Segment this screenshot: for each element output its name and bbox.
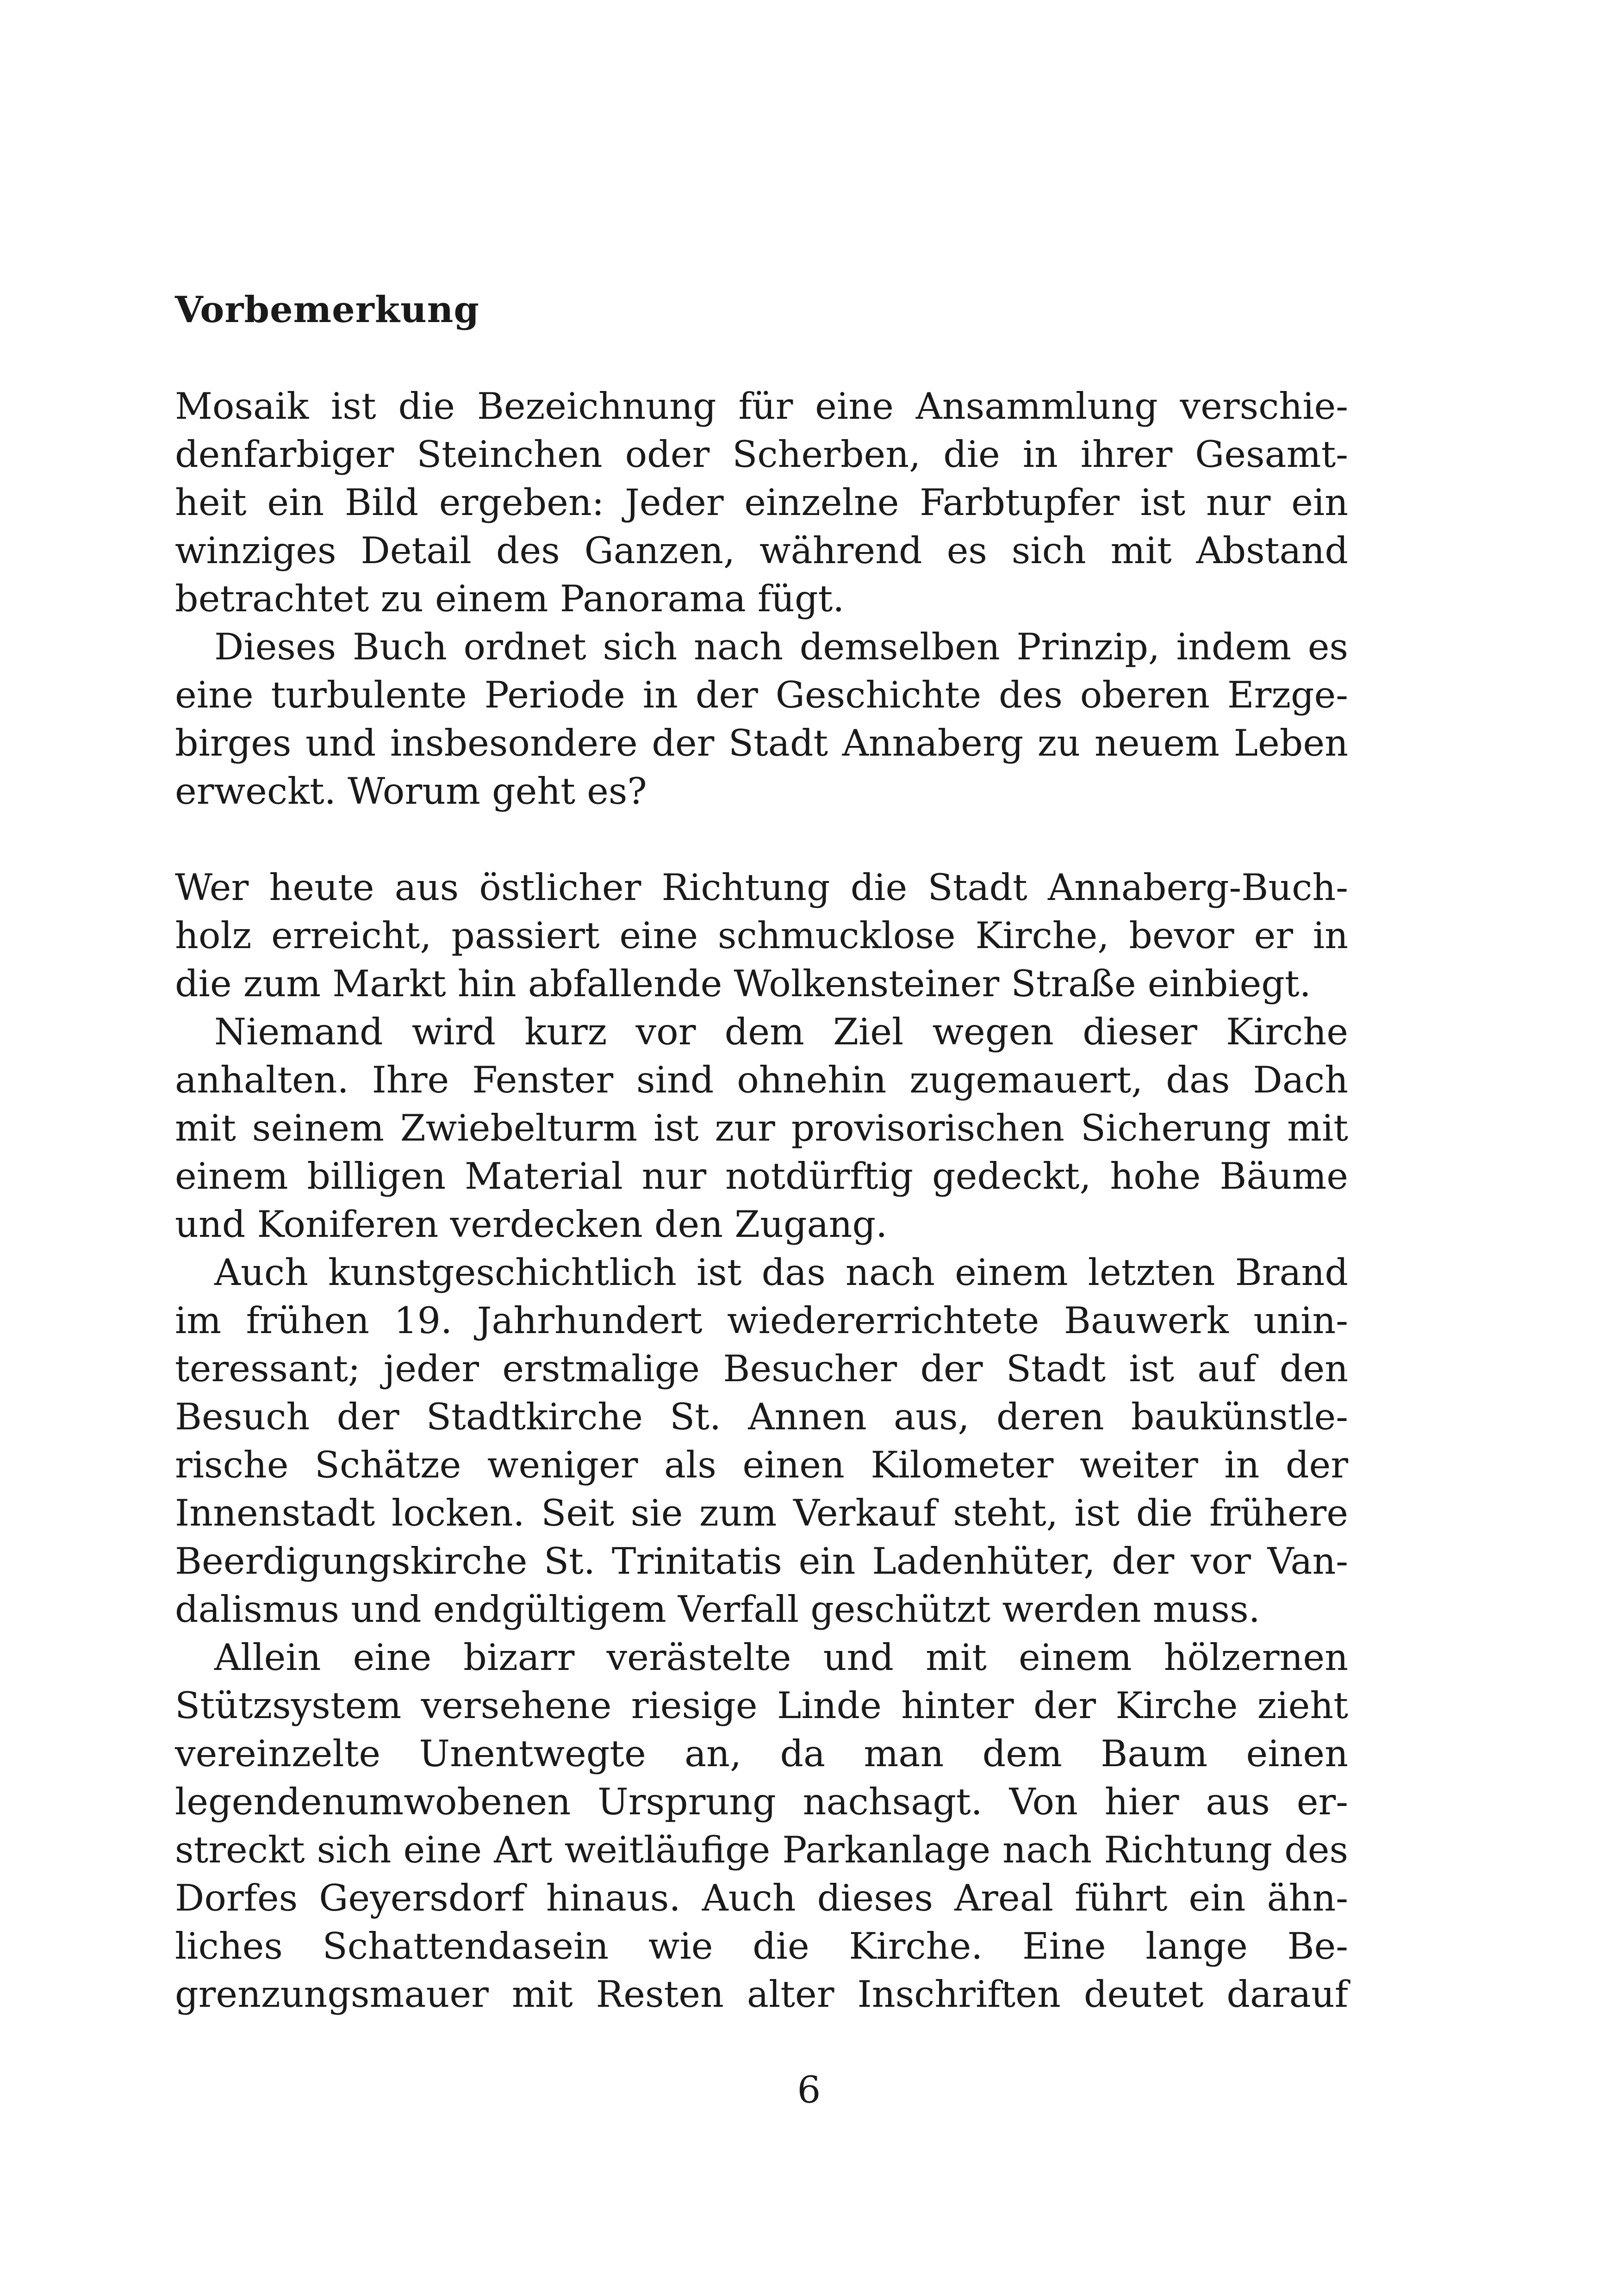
- text-line: einem billigen Material nur notdürftig gedeckt, hohe Bäume: [175, 1155, 1348, 1198]
- text-line: streckt sich eine Art weitläufige Parkanlage nach Richtung des: [175, 1829, 1348, 1871]
- text-line: im frühen 19. Jahrhundert wiedererrichtete Bauwerk unin-: [175, 1299, 1348, 1342]
- text-line: Stützsystem versehene riesige Linde hinter der Kirche zieht: [175, 1684, 1348, 1727]
- text-line: betrachtet zu einem Panorama fügt.: [175, 577, 845, 620]
- paragraph-4: [175, 1008, 1348, 1248]
- text-line: winziges Detail des Ganzen, während es sich mit Abstand: [175, 529, 1348, 572]
- section-heading: Vorbemerkung: [175, 289, 479, 331]
- text-line: Dieses Buch ordnet sich nach demselben Prinzip, indem es: [214, 626, 1348, 668]
- text-line: Mosaik ist die Bezeichnung für eine Ansammlung verschie-: [175, 385, 1348, 428]
- text-line: eine turbulente Periode in der Geschichte des oberen Erzge-: [175, 674, 1348, 716]
- text-line: birges und insbesondere der Stadt Annaberg zu neuem Leben: [175, 722, 1348, 764]
- text-line: vereinzelte Unentwegte an, da man dem Baum einen: [175, 1732, 1348, 1775]
- text-line: Innenstadt locken. Seit sie zum Verkauf steht, ist die frühere: [175, 1492, 1348, 1534]
- paragraph-1: [175, 382, 1348, 623]
- text-line: teressant; jeder erstmalige Besucher der Stadt ist auf den: [175, 1347, 1348, 1390]
- text-line: mit seinem Zwiebelturm ist zur provisorischen Sicherung mit: [175, 1107, 1348, 1149]
- text-line: denfarbiger Steinchen oder Scherben, die in ihrer Gesamt-: [175, 433, 1348, 476]
- page-number: 6: [797, 2068, 821, 2111]
- text-line: und Koniferen verdecken den Zugang.: [175, 1203, 888, 1246]
- text-line: grenzungsmauer mit Resten alter Inschriften deutet darauf: [175, 1973, 1348, 2016]
- text-line: Allein eine bizarr verästelte und mit einem hölzernen: [214, 1636, 1348, 1679]
- text-line: legendenumwobenen Ursprung nachsagt. Von hier aus er-: [175, 1781, 1348, 1823]
- text-line: die zum Markt hin abfallende Wolkensteiner Straße einbiegt.: [175, 962, 1311, 1005]
- text-line: Wer heute aus östlicher Richtung die Stadt Annaberg-Buch-: [175, 866, 1348, 909]
- text-line: heit ein Bild ergeben: Jeder einzelne Farbtupfer ist nur ein: [175, 481, 1348, 524]
- text-line: Auch kunstgeschichtlich ist das nach einem letzten Brand: [214, 1251, 1348, 1294]
- text-line: dalismus und endgültigem Verfall geschützt werden muss.: [175, 1588, 1260, 1631]
- paragraph-6: [175, 1633, 1348, 2018]
- paragraph-5: [175, 1248, 1348, 1633]
- text-line: anhalten. Ihre Fenster sind ohnehin zugemauert, das Dach: [175, 1059, 1348, 1101]
- text-line: Besuch der Stadtkirche St. Annen aus, deren baukünstle-: [175, 1396, 1348, 1438]
- paragraph-2: [175, 623, 1348, 815]
- text-line: Beerdigungskirche St. Trinitatis ein Ladenhüter, der vor Van-: [175, 1540, 1348, 1582]
- text-line: Niemand wird kurz vor dem Ziel wegen dieser Kirche: [214, 1011, 1348, 1053]
- text-line: liches Schattendasein wie die Kirche. Eine lange Be-: [175, 1925, 1348, 1967]
- text-line: Dorfes Geyersdorf hinaus. Auch dieses Areal führt ein ähn-: [175, 1877, 1348, 1919]
- paragraph-3: [175, 863, 1348, 1008]
- text-line: holz erreicht, passiert eine schmucklose Kirche, bevor er in: [175, 914, 1348, 957]
- text-line: erweckt. Worum geht es?: [175, 770, 647, 813]
- text-line: rische Schätze weniger als einen Kilometer weiter in der: [175, 1444, 1348, 1486]
